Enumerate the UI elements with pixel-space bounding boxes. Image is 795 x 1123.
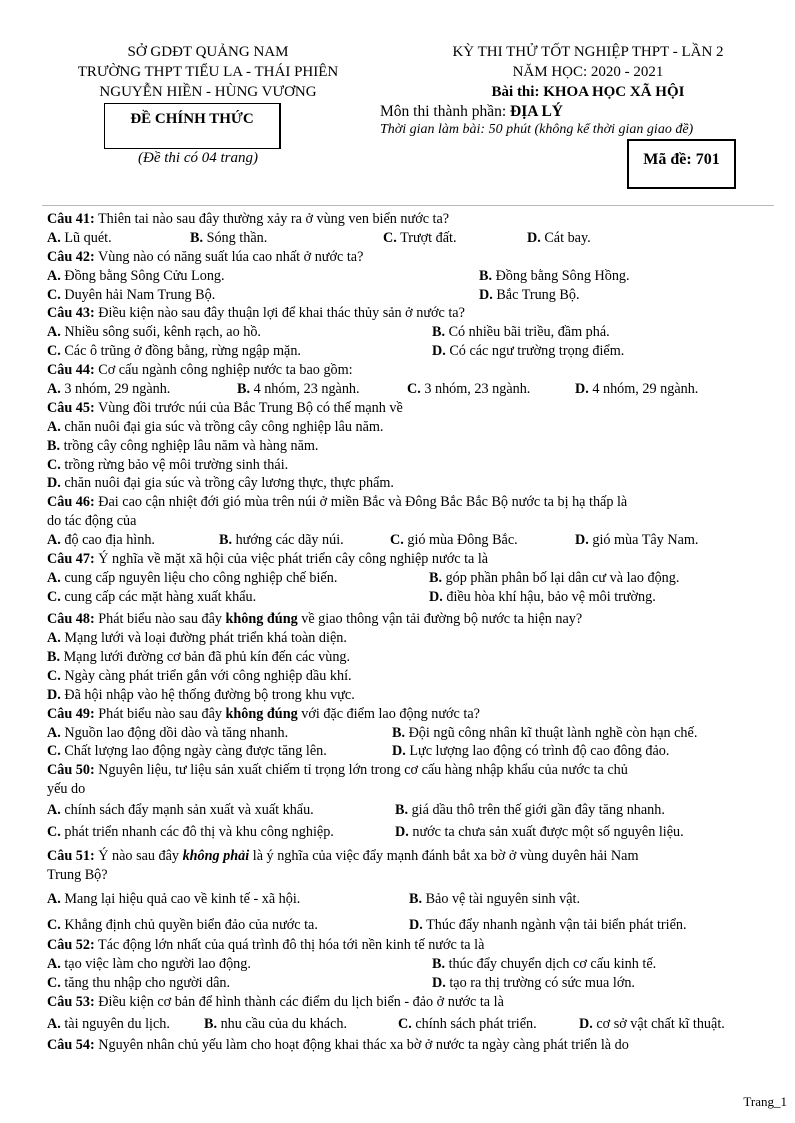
options-row <box>47 974 767 993</box>
option-label: C. <box>398 1015 412 1032</box>
question-stem <box>47 761 767 780</box>
question-stem <box>47 847 767 866</box>
answer-option[interactable] <box>398 1015 537 1034</box>
answer-option[interactable] <box>47 437 318 456</box>
answer-option[interactable] <box>432 323 610 342</box>
question-emphasis: không đúng <box>225 611 298 628</box>
option-text: Mạng lưới và loại đường phát triển khá toàn diện. <box>64 630 347 647</box>
options-row <box>47 801 767 821</box>
option-label: C. <box>390 532 404 549</box>
answer-option[interactable] <box>409 916 687 935</box>
options-row <box>47 267 767 286</box>
option-text: Đồng bằng Sông Hồng. <box>495 267 630 284</box>
options-row <box>47 588 767 607</box>
question-emphasis: không đúng <box>225 705 298 722</box>
option-text: Mạng lưới đường cơ bản đã phủ kín đến các vùng. <box>63 648 351 665</box>
question-number: Câu 47: <box>47 551 95 568</box>
option-label: C. <box>47 456 61 473</box>
question-block <box>47 399 767 493</box>
answer-option[interactable] <box>47 629 347 648</box>
option-text: thúc đẩy chuyển dịch cơ cấu kinh tế. <box>448 956 657 973</box>
component-value: ĐỊA LÝ <box>510 103 564 120</box>
question-stem <box>47 361 767 380</box>
question-stem <box>47 993 767 1012</box>
answer-option[interactable] <box>47 1015 170 1034</box>
option-text: Mang lại hiệu quả cao về kinh tế - xã hội. <box>64 891 301 908</box>
answer-option[interactable] <box>527 229 591 248</box>
answer-option[interactable] <box>47 286 215 305</box>
option-text: Bảo vệ tài nguyên sinh vật. <box>425 891 581 908</box>
option-text: Khẳng định chủ quyền biển đảo của nước ta. <box>64 917 318 934</box>
options-row <box>47 286 767 305</box>
question-text: Điều kiện nào sau đây thuận lợi để khai thác thủy sản ở nước ta? <box>98 305 465 322</box>
option-text: Nhiều sông suối, kênh rạch, ao hồ. <box>64 324 261 341</box>
answer-option[interactable] <box>47 456 288 475</box>
question-stem <box>47 936 767 955</box>
option-text: Bắc Trung Bộ. <box>496 286 580 303</box>
answer-option[interactable] <box>432 342 624 361</box>
question-text: Nguyên liệu, tư liệu sản xuất chiếm tỉ trọng lớn trong cơ cấu hàng nhập khẩu của nước ta chủ <box>98 762 628 779</box>
option-text: góp phần phân bố lại dân cư và lao động. <box>445 569 680 586</box>
options-row <box>47 456 767 475</box>
option-label: B. <box>409 891 423 908</box>
answer-option[interactable] <box>47 588 256 607</box>
option-label: B. <box>479 267 493 284</box>
question-number: Câu 41: <box>47 211 95 227</box>
option-label: B. <box>432 324 446 341</box>
option-text: cung cấp nguyên liệu cho công nghiệp chế biến. <box>64 569 338 586</box>
option-label: B. <box>47 437 61 454</box>
official-exam-label: ĐỀ CHÍNH THỨC <box>130 111 254 127</box>
question-text: Tác động lớn nhất của quá trình đô thị hóa tới nền kinh tế nước ta là <box>98 937 485 954</box>
answer-option[interactable] <box>47 823 334 842</box>
question-number: Câu 48: <box>47 611 95 628</box>
option-text: điều hòa khí hậu, bảo vệ môi trường. <box>446 588 656 605</box>
question-text: Điều kiện cơ bản để hình thành các điểm du lịch biển - đảo ở nước ta là <box>98 994 504 1011</box>
option-text: Lũ quét. <box>64 229 112 246</box>
answer-option[interactable] <box>432 955 656 974</box>
option-text: 3 nhóm, 29 ngành. <box>64 381 171 398</box>
question-block <box>47 304 767 361</box>
question-text: Vùng đồi trước núi của Bắc Trung Bộ có thế mạnh về <box>98 399 403 416</box>
options-row <box>47 474 767 493</box>
options-row <box>47 955 767 974</box>
option-text: chính sách phát triển. <box>415 1015 537 1032</box>
question-stem <box>47 550 767 569</box>
option-label: A. <box>47 569 61 586</box>
options-row <box>47 531 767 550</box>
options-row <box>47 569 767 588</box>
option-label: C. <box>47 588 61 605</box>
question-block <box>47 993 767 1036</box>
option-label: B. <box>237 381 251 398</box>
answer-option[interactable] <box>383 229 457 248</box>
question-stem <box>47 210 767 229</box>
option-label: A. <box>47 891 61 908</box>
option-label: B. <box>219 532 233 549</box>
option-text: Có các ngư trường trọng điểm. <box>449 343 625 360</box>
question-text: yếu do <box>47 781 86 798</box>
department-name: SỞ GDĐT QUẢNG NAM <box>127 44 289 60</box>
option-text: Nguồn lao động dồi dào và tăng nhanh. <box>64 724 289 741</box>
option-label: C. <box>47 975 61 992</box>
option-label: C. <box>47 667 61 684</box>
option-text: Đã hội nhập vào hệ thống đường bộ trong khu vực. <box>64 686 355 703</box>
option-label: C. <box>47 743 61 760</box>
option-text: tài nguyên du lịch. <box>64 1015 170 1032</box>
answer-option[interactable] <box>392 724 697 743</box>
option-label: D. <box>479 286 493 303</box>
question-text: Nguyên nhân chủ yếu làm cho hoạt động khai thác xa bờ ở nước ta ngày càng phát triển là do <box>98 1036 629 1053</box>
school-name-2: NGUYỄN HIỀN - HÙNG VƯƠNG <box>99 84 317 100</box>
question-text: Phát biểu nào sau đây <box>98 705 226 722</box>
option-text: Đội ngũ công nhân kĩ thuật lành nghề còn hạn chế. <box>408 724 698 741</box>
answer-option[interactable] <box>47 569 337 588</box>
question-stem-continued <box>47 512 767 531</box>
answer-option[interactable] <box>47 686 355 705</box>
question-stem <box>47 610 767 629</box>
option-label: B. <box>392 724 406 741</box>
question-text: Vùng nào có năng suất lúa cao nhất ở nước ta? <box>98 248 364 265</box>
exam-code: Mã đề: 701 <box>643 151 720 168</box>
option-text: gió mùa Tây Nam. <box>592 532 699 549</box>
answer-option[interactable] <box>47 267 225 286</box>
question-block <box>47 493 767 550</box>
question-number: Câu 45: <box>47 399 95 416</box>
answer-option[interactable] <box>47 974 230 993</box>
question-number: Câu 46: <box>47 494 95 511</box>
option-text: tạo việc làm cho người lao động. <box>64 956 251 973</box>
options-row <box>47 686 767 705</box>
question-block <box>47 936 767 993</box>
answer-option[interactable] <box>390 531 518 550</box>
question-block <box>47 610 767 704</box>
question-stem <box>47 493 767 512</box>
answer-option[interactable] <box>190 229 267 248</box>
option-label: C. <box>47 917 61 934</box>
answer-option[interactable] <box>47 801 314 820</box>
option-label: A. <box>47 802 61 819</box>
option-text: Đồng bằng Sông Cửu Long. <box>64 267 225 284</box>
option-label: D. <box>47 475 61 492</box>
option-text: chăn nuôi đại gia súc và trồng cây công nghiệp lâu năm. <box>64 418 384 435</box>
question-stem <box>47 705 767 724</box>
option-text: hướng các dãy núi. <box>235 532 344 549</box>
option-text: cung cấp các mặt hàng xuất khẩu. <box>64 588 257 605</box>
options-row <box>47 916 767 936</box>
question-text: là ý nghĩa của việc đẩy mạnh đánh bắt xa bờ ở vùng duyên hải Nam <box>249 847 639 864</box>
options-row <box>47 380 767 399</box>
option-text: Sóng thần. <box>206 229 268 246</box>
question-text: về giao thông vận tải đường bộ nước ta hiện nay? <box>297 611 583 628</box>
option-label: A. <box>47 1015 61 1032</box>
option-text: chăn nuôi đại gia súc và trồng cây lương thực, thực phẩm. <box>64 475 394 492</box>
option-text: nhu cầu của du khách. <box>220 1015 348 1032</box>
option-label: A. <box>47 724 61 741</box>
answer-option[interactable] <box>47 742 327 761</box>
question-block <box>47 1036 767 1055</box>
options-row <box>47 323 767 342</box>
question-block <box>47 361 767 399</box>
option-label: A. <box>47 418 61 435</box>
option-label: C. <box>407 381 421 398</box>
answer-option[interactable] <box>47 342 301 361</box>
page-number: Trang_1 <box>743 1094 787 1109</box>
option-text: phát triển nhanh các đô thị và khu công nghiệp. <box>64 824 334 841</box>
answer-option[interactable] <box>219 531 344 550</box>
option-text: Ngày càng phát triển gắn với công nghiệp dầu khí. <box>64 667 352 684</box>
option-label: D. <box>579 1015 593 1032</box>
question-number: Câu 53: <box>47 994 95 1011</box>
option-label: D. <box>575 381 589 398</box>
answer-option[interactable] <box>575 531 698 550</box>
question-text: với đặc điểm lao động nước ta? <box>297 705 480 722</box>
answer-option[interactable] <box>432 974 635 993</box>
option-label: B. <box>190 229 204 246</box>
options-row <box>47 742 767 761</box>
option-text: Trượt đất. <box>400 229 457 246</box>
question-number: Câu 50: <box>47 762 95 779</box>
question-stem-continued <box>47 866 767 885</box>
subject-value: KHOA HỌC XÃ HỘI <box>543 84 685 100</box>
option-text: 4 nhóm, 29 ngành. <box>592 381 699 398</box>
question-block <box>47 210 767 248</box>
option-label: D. <box>429 588 443 605</box>
option-label: C. <box>47 343 61 360</box>
answer-option[interactable] <box>47 323 261 342</box>
option-label: D. <box>432 343 446 360</box>
time-note: Thời gian làm bài: 50 phút (không kể thời gian giao đề) <box>380 122 694 137</box>
option-text: cơ sở vật chất kĩ thuật. <box>596 1015 725 1032</box>
options-row <box>47 342 767 361</box>
options-row <box>47 1015 767 1036</box>
page-count-note: (Đề thi có 04 trang) <box>138 150 258 166</box>
subject-line <box>388 82 788 102</box>
question-number: Câu 49: <box>47 705 95 722</box>
option-label: D. <box>395 824 409 841</box>
question-text: do tác động của <box>47 513 137 530</box>
option-text: tạo ra thị trường có sức mua lớn. <box>449 975 635 992</box>
answer-option[interactable] <box>47 890 300 909</box>
question-text: Thiên tai nào sau đây thường xảy ra ở vùng ven biển nước ta? <box>98 211 450 227</box>
option-label: B. <box>47 648 61 665</box>
answer-option[interactable] <box>47 531 155 550</box>
options-row <box>47 648 767 667</box>
options-row <box>47 437 767 456</box>
question-block <box>47 705 767 762</box>
question-list <box>47 210 767 1055</box>
option-label: D. <box>47 686 61 703</box>
answer-option[interactable] <box>47 955 251 974</box>
option-label: A. <box>47 532 61 549</box>
question-number: Câu 52: <box>47 937 95 954</box>
component-label: Môn thi thành phần: <box>380 103 511 120</box>
option-text: chính sách đẩy mạnh sản xuất và xuất khẩu. <box>64 802 314 819</box>
answer-option[interactable] <box>47 380 170 399</box>
option-label: C. <box>47 286 61 303</box>
answer-option[interactable] <box>237 380 360 399</box>
question-block <box>47 550 767 607</box>
option-text: 4 nhóm, 23 ngành. <box>253 381 360 398</box>
answer-option[interactable] <box>47 648 350 667</box>
school-year: NĂM HỌC: 2020 - 2021 <box>512 64 664 80</box>
question-text: Phát biểu nào sau đây <box>98 611 226 628</box>
subject-label: Bài thi: <box>491 84 544 100</box>
answer-option[interactable] <box>47 229 112 248</box>
option-label: A. <box>47 381 61 398</box>
answer-option[interactable] <box>579 1015 725 1034</box>
option-text: độ cao địa hình. <box>64 532 155 549</box>
answer-option[interactable] <box>575 380 698 399</box>
answer-option[interactable] <box>407 380 530 399</box>
answer-option[interactable] <box>429 588 656 607</box>
options-row <box>47 667 767 686</box>
question-text: Cơ cấu ngành công nghiệp nước ta bao gồm: <box>98 362 353 379</box>
question-stem <box>47 399 767 418</box>
option-text: giá dầu thô trên thế giới gần đây tăng nhanh. <box>411 802 665 819</box>
option-label: C. <box>383 229 397 246</box>
component-line <box>380 102 563 122</box>
option-label: C. <box>47 824 61 841</box>
header-divider <box>42 205 774 206</box>
answer-option[interactable] <box>429 569 679 588</box>
option-label: D. <box>527 229 541 246</box>
option-label: B. <box>204 1015 218 1032</box>
option-text: 3 nhóm, 23 ngành. <box>424 381 531 398</box>
answer-option[interactable] <box>47 916 318 935</box>
options-row <box>47 823 767 843</box>
question-text: Trung Bộ? <box>47 866 108 883</box>
option-label: A. <box>47 229 61 246</box>
answer-option[interactable] <box>479 267 630 286</box>
option-text: Các ô trũng ở đồng bằng, rừng ngập mặn. <box>64 343 301 360</box>
option-text: Lực lượng lao động có trình độ cao đông đảo. <box>409 743 670 760</box>
school-name: TRƯỜNG THPT TIỂU LA - THÁI PHIÊN <box>77 64 339 80</box>
option-text: trồng rừng bảo vệ môi trường sinh thái. <box>64 456 289 473</box>
answer-option[interactable] <box>395 801 665 820</box>
option-text: Chất lượng lao động ngày càng được tăng lên. <box>64 743 327 760</box>
option-label: D. <box>392 743 406 760</box>
option-label: B. <box>429 569 443 586</box>
answer-option[interactable] <box>204 1015 347 1034</box>
question-number: Câu 54: <box>47 1036 95 1053</box>
answer-option[interactable] <box>47 474 394 493</box>
answer-option[interactable] <box>47 724 288 743</box>
option-label: A. <box>47 324 61 341</box>
question-number: Câu 43: <box>47 305 95 322</box>
option-label: B. <box>395 802 409 819</box>
question-stem <box>47 1036 767 1055</box>
option-text: gió mùa Đông Bắc. <box>407 532 518 549</box>
option-text: Cát bay. <box>544 229 591 246</box>
answer-option[interactable] <box>47 418 383 437</box>
exam-title: KỲ THI THỬ TỐT NGHIỆP THPT - LẦN 2 <box>452 44 724 60</box>
question-block <box>47 761 767 843</box>
option-label: B. <box>432 956 446 973</box>
option-text: Duyên hải Nam Trung Bộ. <box>64 286 216 303</box>
question-stem-continued <box>47 780 767 799</box>
option-label: A. <box>47 267 61 284</box>
question-text: Đai cao cận nhiệt đới gió mùa trên núi ở miền Bắc và Đông Bắc Bắc Bộ nước ta bị hạ thấp là <box>98 494 628 511</box>
question-stem <box>47 248 767 267</box>
option-label: A. <box>47 630 61 647</box>
question-text: Ý nào sau đây <box>98 847 183 864</box>
answer-option[interactable] <box>47 667 352 686</box>
answer-option[interactable] <box>392 742 669 761</box>
option-label: D. <box>575 532 589 549</box>
option-label: D. <box>409 917 423 934</box>
question-block <box>47 847 767 937</box>
question-number: Câu 42: <box>47 248 95 265</box>
options-row <box>47 229 767 248</box>
question-number: Câu 44: <box>47 362 95 379</box>
option-text: Có nhiều bãi triều, đầm phá. <box>448 324 610 341</box>
answer-option[interactable] <box>409 890 580 909</box>
question-number: Câu 51: <box>47 847 95 864</box>
option-text: tăng thu nhập cho người dân. <box>64 975 231 992</box>
option-label: A. <box>47 956 61 973</box>
option-text: trồng cây công nghiệp lâu năm và hàng năm. <box>63 437 319 454</box>
options-row <box>47 418 767 437</box>
option-text: nước ta chưa sản xuất được một số nguyên liệu. <box>412 824 684 841</box>
answer-option[interactable] <box>479 286 580 305</box>
options-row <box>47 724 767 743</box>
question-text: Ý nghĩa về mặt xã hội của việc phát triển cây công nghiệp nước ta là <box>98 551 489 568</box>
options-row <box>47 890 767 910</box>
question-stem <box>47 304 767 323</box>
question-block <box>47 248 767 305</box>
answer-option[interactable] <box>395 823 684 842</box>
option-label: D. <box>432 975 446 992</box>
question-emphasis: không phải <box>182 847 250 864</box>
option-text: Thúc đẩy nhanh ngành vận tải biển phát triển. <box>426 917 687 934</box>
options-row <box>47 629 767 648</box>
